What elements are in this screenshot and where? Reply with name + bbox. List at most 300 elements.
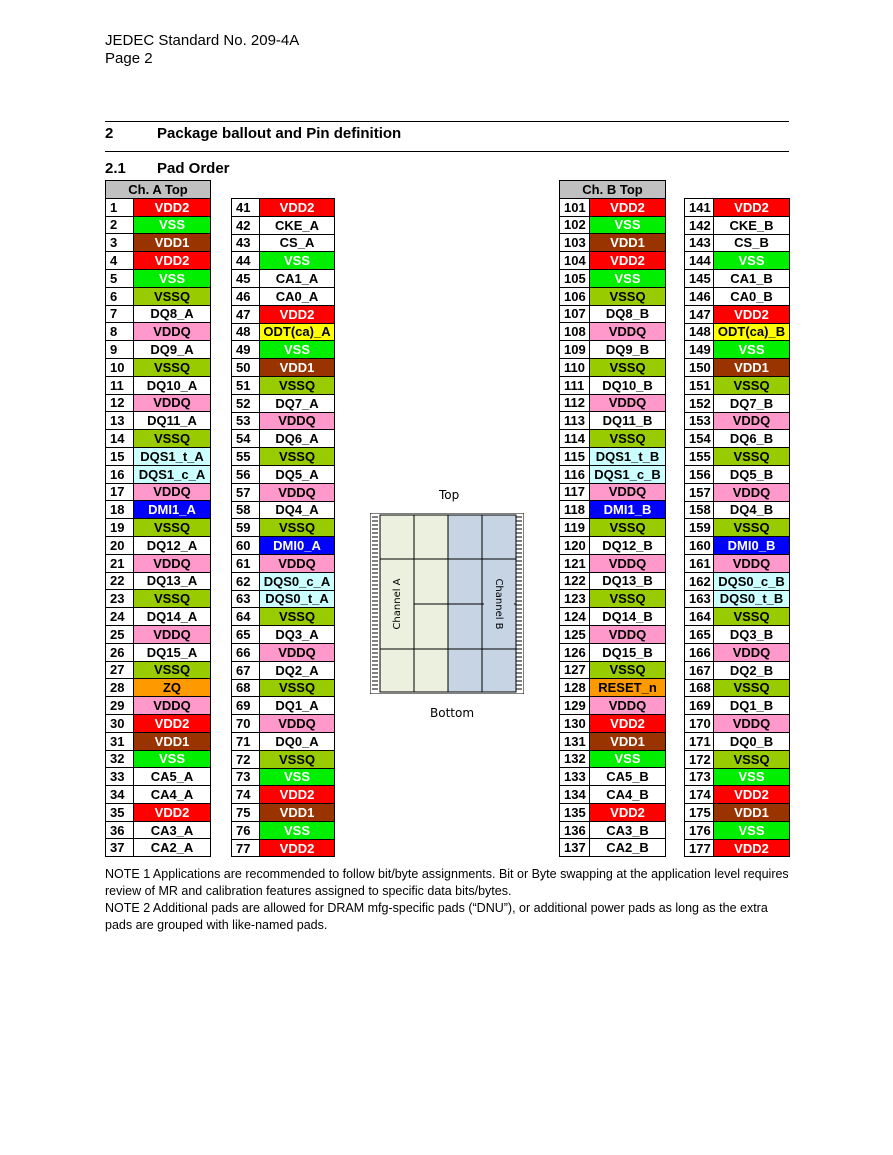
pin-signal: VDD2 bbox=[714, 786, 790, 804]
pin-signal: DQ13_A bbox=[134, 572, 211, 590]
pin-row bbox=[106, 198, 211, 216]
pin-row bbox=[232, 768, 335, 786]
pin-signal: VDDQ bbox=[134, 394, 211, 412]
pin-signal: CA0_B bbox=[714, 287, 790, 305]
pin-row bbox=[106, 821, 211, 839]
pin-table-ch-b-right bbox=[684, 198, 790, 857]
pin-number: 33 bbox=[106, 768, 134, 786]
pin-signal: DQ4_A bbox=[260, 501, 335, 519]
pin-number: 158 bbox=[685, 501, 714, 519]
pin-row bbox=[106, 234, 211, 252]
pin-signal: VSSQ bbox=[714, 448, 790, 466]
pin-row bbox=[560, 679, 666, 697]
pin-signal: VDD2 bbox=[134, 198, 211, 216]
pin-signal: VSS bbox=[134, 750, 211, 768]
pin-row bbox=[106, 643, 211, 661]
pin-number: 54 bbox=[232, 430, 260, 448]
pin-signal: VSSQ bbox=[134, 430, 211, 448]
pin-signal: DMI0_B bbox=[714, 537, 790, 555]
pin-signal: VSS bbox=[590, 216, 666, 234]
pin-row bbox=[685, 697, 790, 715]
pin-number: 5 bbox=[106, 269, 134, 287]
pin-number: 27 bbox=[106, 661, 134, 679]
pin-row bbox=[106, 358, 211, 376]
pin-row bbox=[232, 715, 335, 733]
pin-number: 47 bbox=[232, 305, 260, 323]
pin-number: 34 bbox=[106, 786, 134, 804]
pin-number: 61 bbox=[232, 554, 260, 572]
pin-row bbox=[685, 252, 790, 270]
pin-row bbox=[232, 287, 335, 305]
pin-signal: VSSQ bbox=[590, 519, 666, 537]
pin-number: 176 bbox=[685, 821, 714, 839]
ch-b-top-header: Ch. B Top bbox=[560, 181, 666, 199]
pin-signal: DQ4_B bbox=[714, 501, 790, 519]
pin-signal: VSSQ bbox=[260, 376, 335, 394]
pin-number: 129 bbox=[560, 697, 590, 715]
pin-row bbox=[685, 323, 790, 341]
pin-row bbox=[232, 554, 335, 572]
pin-number: 11 bbox=[106, 376, 134, 394]
pin-signal: DQS1_c_A bbox=[134, 465, 211, 483]
pin-number: 58 bbox=[232, 501, 260, 519]
pin-row bbox=[106, 376, 211, 394]
pin-row bbox=[232, 394, 335, 412]
pin-row bbox=[232, 341, 335, 359]
pin-row bbox=[685, 679, 790, 697]
pin-row bbox=[685, 234, 790, 252]
pin-row bbox=[106, 323, 211, 341]
pin-number: 75 bbox=[232, 804, 260, 822]
pin-signal: VDD1 bbox=[714, 359, 790, 377]
pin-row bbox=[560, 839, 666, 857]
pin-row bbox=[685, 590, 790, 608]
pin-number: 141 bbox=[685, 199, 714, 217]
pin-row bbox=[560, 590, 666, 608]
pin-signal: VDD1 bbox=[134, 234, 211, 252]
pin-row bbox=[560, 394, 666, 412]
package-diagram-svg bbox=[370, 513, 524, 694]
pin-row bbox=[232, 234, 335, 252]
pin-signal: DQ8_A bbox=[134, 305, 211, 323]
pin-number: 25 bbox=[106, 625, 134, 643]
pin-number: 4 bbox=[106, 252, 134, 270]
pin-row bbox=[685, 501, 790, 519]
pin-signal: DQ1_B bbox=[714, 697, 790, 715]
pin-number: 55 bbox=[232, 448, 260, 466]
pin-row bbox=[685, 287, 790, 305]
pin-row bbox=[232, 804, 335, 822]
pin-row bbox=[106, 447, 211, 465]
note-1: NOTE 1 Applications are recommended to follow bit/byte assignments. Bit or Byte swapping at the application level requires review of MR and calibration features assigned to specific data bits/bytes. bbox=[105, 867, 789, 898]
pin-signal: DQ9_B bbox=[590, 341, 666, 359]
pin-signal: VDDQ bbox=[134, 625, 211, 643]
pin-row bbox=[232, 465, 335, 483]
pin-row bbox=[232, 376, 335, 394]
pin-signal: DQS0_c_A bbox=[260, 572, 335, 590]
pin-number: 154 bbox=[685, 430, 714, 448]
pin-row bbox=[560, 341, 666, 359]
pin-number: 41 bbox=[232, 199, 260, 217]
pin-signal: DQ1_A bbox=[260, 697, 335, 715]
pin-signal: DQ0_A bbox=[260, 732, 335, 750]
pin-row bbox=[232, 270, 335, 288]
pin-number: 2 bbox=[106, 216, 134, 234]
pin-row bbox=[106, 287, 211, 305]
pin-signal: DQS0_c_B bbox=[714, 572, 790, 590]
pin-number: 163 bbox=[685, 590, 714, 608]
pin-signal: CA3_A bbox=[134, 821, 211, 839]
pin-row bbox=[106, 839, 211, 857]
pin-row bbox=[685, 359, 790, 377]
pin-signal: VDD2 bbox=[714, 839, 790, 857]
pin-row bbox=[560, 768, 666, 786]
pin-number: 125 bbox=[560, 625, 590, 643]
pin-number: 45 bbox=[232, 270, 260, 288]
pin-row bbox=[232, 537, 335, 555]
pin-row bbox=[232, 572, 335, 590]
pin-number: 71 bbox=[232, 732, 260, 750]
pin-row bbox=[560, 376, 666, 394]
pin-number: 77 bbox=[232, 839, 260, 857]
pin-signal: VSSQ bbox=[260, 519, 335, 537]
pin-number: 112 bbox=[560, 394, 590, 412]
pin-signal: VDD2 bbox=[590, 803, 666, 821]
pin-row bbox=[232, 750, 335, 768]
pin-signal: DQ6_B bbox=[714, 430, 790, 448]
pin-number: 18 bbox=[106, 501, 134, 519]
pin-row bbox=[560, 234, 666, 252]
pin-row bbox=[560, 358, 666, 376]
pin-signal: DQS1_t_B bbox=[590, 447, 666, 465]
pin-number: 105 bbox=[560, 269, 590, 287]
pin-row bbox=[685, 465, 790, 483]
pin-number: 1 bbox=[106, 198, 134, 216]
pin-number: 69 bbox=[232, 697, 260, 715]
pin-row bbox=[232, 661, 335, 679]
pin-signal: RESET_n bbox=[590, 679, 666, 697]
pin-number: 111 bbox=[560, 376, 590, 394]
pin-signal: VDDQ bbox=[260, 715, 335, 733]
pin-number: 174 bbox=[685, 786, 714, 804]
pin-row bbox=[106, 679, 211, 697]
pin-signal: VSS bbox=[134, 269, 211, 287]
pin-number: 50 bbox=[232, 359, 260, 377]
pin-signal: VSSQ bbox=[714, 608, 790, 626]
pin-table-ch-b-left bbox=[559, 180, 666, 857]
doc-header-page: Page 2 bbox=[105, 50, 153, 67]
pin-number: 67 bbox=[232, 661, 260, 679]
pin-row bbox=[106, 412, 211, 430]
pin-number: 20 bbox=[106, 536, 134, 554]
pin-row bbox=[232, 786, 335, 804]
pin-number: 146 bbox=[685, 287, 714, 305]
pin-signal: DQ0_B bbox=[714, 732, 790, 750]
pin-row bbox=[106, 269, 211, 287]
pin-row bbox=[560, 216, 666, 234]
pin-number: 153 bbox=[685, 412, 714, 430]
pin-row bbox=[685, 412, 790, 430]
pin-signal: VDD1 bbox=[590, 234, 666, 252]
pin-number: 51 bbox=[232, 376, 260, 394]
pin-number: 6 bbox=[106, 287, 134, 305]
pin-number: 31 bbox=[106, 732, 134, 750]
pin-signal: DQ9_A bbox=[134, 341, 211, 359]
pin-signal: CS_A bbox=[260, 234, 335, 252]
pin-row bbox=[560, 714, 666, 732]
pin-row bbox=[106, 394, 211, 412]
pin-signal: VDD1 bbox=[260, 804, 335, 822]
pin-number: 150 bbox=[685, 359, 714, 377]
pin-signal: DQ5_B bbox=[714, 465, 790, 483]
pin-signal: DQS0_t_A bbox=[260, 590, 335, 608]
section-number: 2 bbox=[105, 125, 114, 142]
pin-number: 169 bbox=[685, 697, 714, 715]
pin-row bbox=[685, 750, 790, 768]
pin-row bbox=[232, 643, 335, 661]
pin-number: 102 bbox=[560, 216, 590, 234]
pin-signal: VSSQ bbox=[590, 287, 666, 305]
pin-signal: DQ7_A bbox=[260, 394, 335, 412]
pin-row bbox=[106, 430, 211, 448]
pin-row bbox=[106, 465, 211, 483]
pin-row bbox=[232, 697, 335, 715]
pin-signal: VSSQ bbox=[260, 448, 335, 466]
note-2: NOTE 2 Additional pads are allowed for DRAM mfg-specific pads (“DNU”), or additional power pads as long as the extra pads are grouped with like-named pads. bbox=[105, 901, 768, 932]
pin-row bbox=[106, 536, 211, 554]
pin-row bbox=[685, 661, 790, 679]
pin-number: 173 bbox=[685, 768, 714, 786]
pin-number: 57 bbox=[232, 483, 260, 501]
pin-row bbox=[560, 483, 666, 501]
pin-signal: DQ3_B bbox=[714, 626, 790, 644]
pin-number: 107 bbox=[560, 305, 590, 323]
pin-number: 147 bbox=[685, 305, 714, 323]
pin-row bbox=[106, 483, 211, 501]
pin-number: 131 bbox=[560, 732, 590, 750]
pin-number: 162 bbox=[685, 572, 714, 590]
pin-signal: VSS bbox=[590, 750, 666, 768]
pin-row bbox=[685, 572, 790, 590]
pin-number: 168 bbox=[685, 679, 714, 697]
pin-row bbox=[232, 519, 335, 537]
pin-signal: DQ13_B bbox=[590, 572, 666, 590]
pin-number: 10 bbox=[106, 358, 134, 376]
pin-row bbox=[232, 732, 335, 750]
pin-number: 8 bbox=[106, 323, 134, 341]
pin-signal: VSSQ bbox=[590, 590, 666, 608]
pin-number: 15 bbox=[106, 447, 134, 465]
pin-signal: VSS bbox=[590, 269, 666, 287]
pin-signal: DQS0_t_B bbox=[714, 590, 790, 608]
pin-signal: VDDQ bbox=[590, 483, 666, 501]
pin-signal: VDDQ bbox=[134, 697, 211, 715]
pin-row bbox=[685, 519, 790, 537]
pin-number: 151 bbox=[685, 376, 714, 394]
pin-row bbox=[106, 732, 211, 750]
pin-row bbox=[685, 199, 790, 217]
pin-row bbox=[106, 786, 211, 804]
pin-number: 113 bbox=[560, 412, 590, 430]
pin-number: 161 bbox=[685, 554, 714, 572]
pin-row bbox=[685, 448, 790, 466]
pin-row bbox=[560, 269, 666, 287]
pin-signal: DQS1_c_B bbox=[590, 465, 666, 483]
pin-signal: VDD1 bbox=[260, 359, 335, 377]
pin-row bbox=[560, 554, 666, 572]
pin-row bbox=[106, 750, 211, 768]
doc-header-standard: JEDEC Standard No. 209-4A bbox=[105, 32, 300, 49]
pin-number: 128 bbox=[560, 679, 590, 697]
pin-row bbox=[560, 501, 666, 519]
pin-signal: DQ15_B bbox=[590, 643, 666, 661]
diagram-bottom-label: Bottom bbox=[430, 706, 475, 720]
pin-signal: VDDQ bbox=[260, 554, 335, 572]
pin-number: 172 bbox=[685, 750, 714, 768]
pin-number: 101 bbox=[560, 198, 590, 216]
pin-signal: CA4_B bbox=[590, 786, 666, 804]
pin-row bbox=[106, 661, 211, 679]
pin-signal: VDDQ bbox=[134, 483, 211, 501]
pin-signal: VDDQ bbox=[590, 394, 666, 412]
pin-number: 121 bbox=[560, 554, 590, 572]
pin-row bbox=[560, 732, 666, 750]
pin-number: 115 bbox=[560, 447, 590, 465]
pin-row bbox=[106, 216, 211, 234]
pin-number: 36 bbox=[106, 821, 134, 839]
pin-row bbox=[560, 786, 666, 804]
pin-number: 167 bbox=[685, 661, 714, 679]
pin-signal: DQ2_A bbox=[260, 661, 335, 679]
pin-signal: CA5_A bbox=[134, 768, 211, 786]
pin-row bbox=[560, 750, 666, 768]
pin-row bbox=[232, 412, 335, 430]
pin-number: 43 bbox=[232, 234, 260, 252]
pin-number: 152 bbox=[685, 394, 714, 412]
pin-number: 24 bbox=[106, 608, 134, 626]
pin-row bbox=[106, 519, 211, 537]
pin-signal: VDDQ bbox=[714, 643, 790, 661]
pin-number: 30 bbox=[106, 714, 134, 732]
pin-number: 155 bbox=[685, 448, 714, 466]
pin-signal: VSS bbox=[134, 216, 211, 234]
pin-row bbox=[106, 590, 211, 608]
section-rule-bottom bbox=[105, 151, 789, 152]
pin-signal: VDDQ bbox=[590, 323, 666, 341]
pin-number: 70 bbox=[232, 715, 260, 733]
pin-signal: VDD1 bbox=[134, 732, 211, 750]
pin-number: 104 bbox=[560, 252, 590, 270]
pin-number: 177 bbox=[685, 839, 714, 857]
pin-row bbox=[560, 323, 666, 341]
pin-signal: VSSQ bbox=[260, 750, 335, 768]
pin-number: 159 bbox=[685, 519, 714, 537]
pin-signal: DQ10_B bbox=[590, 376, 666, 394]
pin-row bbox=[560, 412, 666, 430]
pin-row bbox=[106, 608, 211, 626]
pin-row bbox=[232, 199, 335, 217]
pin-signal: DQ5_A bbox=[260, 465, 335, 483]
pin-signal: VDD2 bbox=[134, 252, 211, 270]
pin-signal: VSS bbox=[714, 252, 790, 270]
pin-row bbox=[106, 501, 211, 519]
pin-signal: DQ7_B bbox=[714, 394, 790, 412]
pin-signal: VDDQ bbox=[714, 715, 790, 733]
pin-signal: VDD2 bbox=[260, 305, 335, 323]
pin-row bbox=[560, 430, 666, 448]
pin-row bbox=[232, 483, 335, 501]
pin-signal: VSS bbox=[714, 821, 790, 839]
pin-number: 44 bbox=[232, 252, 260, 270]
pin-number: 145 bbox=[685, 270, 714, 288]
pin-row bbox=[560, 536, 666, 554]
pin-number: 166 bbox=[685, 643, 714, 661]
section-title: Package ballout and Pin definition bbox=[157, 125, 402, 142]
pin-signal: VDDQ bbox=[714, 483, 790, 501]
pin-number: 116 bbox=[560, 465, 590, 483]
pin-signal: VSSQ bbox=[134, 358, 211, 376]
pin-row bbox=[685, 483, 790, 501]
ch-a-top-header: Ch. A Top bbox=[106, 181, 211, 199]
pin-signal: ODT(ca)_B bbox=[714, 323, 790, 341]
subsection-heading bbox=[105, 160, 230, 177]
pin-number: 127 bbox=[560, 661, 590, 679]
pin-number: 133 bbox=[560, 768, 590, 786]
pin-signal: VDDQ bbox=[590, 554, 666, 572]
pin-number: 122 bbox=[560, 572, 590, 590]
pin-number: 124 bbox=[560, 608, 590, 626]
pin-row bbox=[685, 786, 790, 804]
pin-row bbox=[106, 252, 211, 270]
pin-signal: VSSQ bbox=[260, 608, 335, 626]
pin-number: 72 bbox=[232, 750, 260, 768]
pin-row bbox=[232, 359, 335, 377]
pin-number: 21 bbox=[106, 554, 134, 572]
pin-number: 108 bbox=[560, 323, 590, 341]
diagram-top-label: Top bbox=[439, 488, 460, 502]
pin-number: 63 bbox=[232, 590, 260, 608]
pin-row bbox=[685, 821, 790, 839]
pin-number: 60 bbox=[232, 537, 260, 555]
pin-signal: CKE_B bbox=[714, 216, 790, 234]
pin-signal: VSSQ bbox=[134, 590, 211, 608]
pin-row bbox=[685, 804, 790, 822]
pin-row bbox=[106, 625, 211, 643]
pin-signal: VDDQ bbox=[260, 412, 335, 430]
pin-signal: VSS bbox=[260, 341, 335, 359]
pin-row bbox=[232, 608, 335, 626]
pin-signal: DQ10_A bbox=[134, 376, 211, 394]
pin-number: 56 bbox=[232, 465, 260, 483]
pin-row bbox=[560, 643, 666, 661]
pin-number: 119 bbox=[560, 519, 590, 537]
pin-signal: VDD2 bbox=[590, 198, 666, 216]
pin-row bbox=[685, 430, 790, 448]
pin-row bbox=[560, 252, 666, 270]
pin-number: 76 bbox=[232, 821, 260, 839]
pin-signal: VDDQ bbox=[714, 554, 790, 572]
pin-signal: DQ14_A bbox=[134, 608, 211, 626]
pin-number: 48 bbox=[232, 323, 260, 341]
pin-signal: CA4_A bbox=[134, 786, 211, 804]
pin-number: 130 bbox=[560, 714, 590, 732]
pin-number: 53 bbox=[232, 412, 260, 430]
pin-number: 68 bbox=[232, 679, 260, 697]
pin-table-ch-a-right bbox=[231, 198, 335, 857]
pin-row bbox=[560, 625, 666, 643]
pin-row bbox=[560, 519, 666, 537]
pin-number: 49 bbox=[232, 341, 260, 359]
